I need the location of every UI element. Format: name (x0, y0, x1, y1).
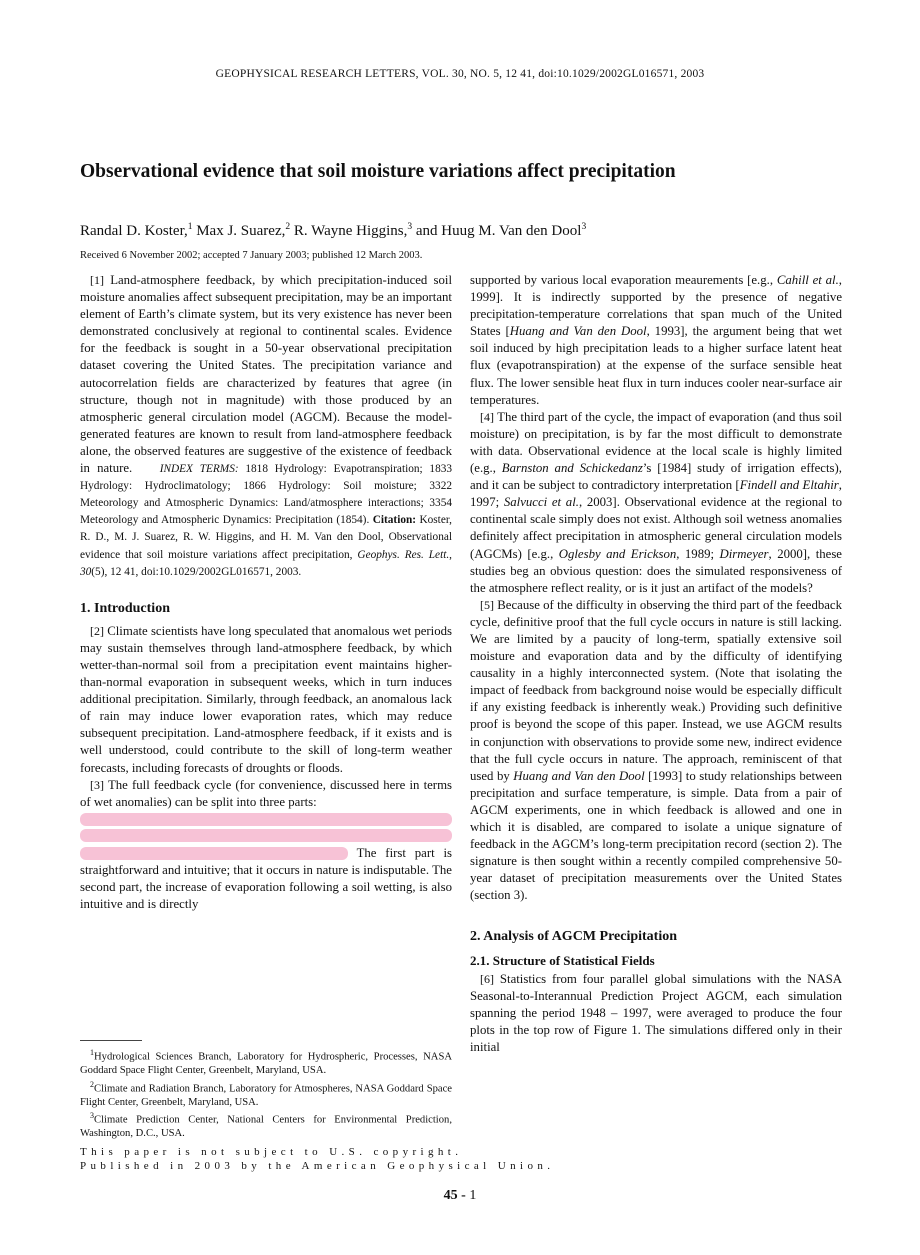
subsection-heading-structure: 2.1. Structure of Statistical Fields (470, 952, 655, 968)
author-affiliation-mark: 1 (187, 222, 193, 232)
paragraph-3 (80, 777, 452, 811)
footnote-text: Climate Prediction Center, National Centers for Environmental Prediction, Washington, D.C., USA. (80, 1114, 452, 1140)
paper-title: Observational evidence that soil moisture variations affect precipitation (80, 161, 676, 182)
paragraph-number: [5] (480, 597, 494, 612)
author-name: R. Wayne Higgins, (290, 223, 408, 239)
footnote-rule (80, 1040, 142, 1041)
paragraph-text: , 1997; (470, 478, 842, 510)
citation-ref: Oglesby and Erickson (558, 546, 677, 561)
citation-ref: Huang and Van den Dool (513, 768, 645, 783)
footnote-mark: 3 (90, 1111, 94, 1121)
abstract-text: Land-atmosphere feedback, by which precipitation-induced soil moisture anomalies affect subsequent precipitation, may be an important element of Earth’s climate system, but its very existence has never been demonstrated conclusively at regional to continental scales. Evidence for the feedback is sought in a 50-year observational precipitation dataset covering the United States. The precipitation variance and autocorrelation fields are characterized by features that agree (in structure, though not in magnitude) with those produced by an atmospheric general circulation model (AGCM). Because the model-generated features are known to result from land-atmosphere feedback alone, the observed features are suggestive of the existence of feedback in nature. (80, 273, 452, 476)
paragraph-4 (470, 409, 842, 597)
index-terms-label: INDEX TERMS: (159, 463, 239, 476)
index-terms: INDEX TERMS: 1818 Hydrology: Evapotranspiration; 1833 Hydrology: Hydroclimatology; 1866 Hydrology: Soil moisture; 3322 Meteorology and Atmospheric Dynamics: Land/atmosphere interactions; 3354 Meteorology and Atmospheric Dynamics: Precipitation (1854). Citation: Koster, R. D., M. J. Suarez, R. W. Higgins, and H. M. Van den Dool, Observational evidence that soil moisture variations affect precipitation, Geophys. Res. Lett., 30(5), 12 41, doi:10.1029/2002GL016571, 2003. (80, 463, 453, 578)
citation-ref: Barnston and Schickedanz (501, 461, 643, 476)
page-number-main: 45 - (443, 1188, 466, 1203)
paragraph-6 (470, 971, 842, 1056)
page-number (0, 1188, 920, 1204)
paragraph-text: The full feedback cycle (for convenience, discussed here in terms of wet anomalies) can be split into three parts: (80, 777, 452, 809)
copyright-line: This paper is not subject to U.S. copyright. (80, 1146, 463, 1158)
footnote-mark: 2 (90, 1079, 94, 1089)
citation-ref: Huang and Van den Dool (509, 324, 647, 339)
section-heading-analysis: 2. Analysis of AGCM Precipitation (470, 929, 678, 945)
footnote (80, 1078, 452, 1110)
citation-label: Citation: (372, 514, 417, 527)
author-name: and Huug M. Van den Dool (412, 223, 582, 239)
paragraph-3-continued (80, 845, 452, 913)
citation-ref: Salvucci et al. (503, 495, 579, 510)
paragraph-2 (80, 623, 452, 777)
footnote-text: Hydrological Sciences Branch, Laboratory for Hydrospheric, Processes, NASA Goddard Space Flight Center, Greenbelt, Maryland, USA. (80, 1051, 452, 1077)
paragraph-text: , 2000], these studies beg an obvious question: does the simulated responsiveness of the atmosphere reflect reality, or is it just an artifact of the models? (470, 546, 842, 595)
footnote (80, 1109, 452, 1141)
copyright-notice (80, 1146, 555, 1173)
right-column (470, 272, 842, 1056)
paragraph-number: [1] (90, 273, 104, 287)
author-affiliation-mark: 3 (581, 222, 587, 232)
footnote-mark: 1 (90, 1048, 94, 1057)
running-head: GEOPHYSICAL RESEARCH LETTERS, VOL. 30, NO. 5, 12 41, doi:10.1029/2002GL016571, 2003 (215, 68, 705, 80)
abstract (80, 272, 452, 580)
author-list (80, 222, 860, 240)
left-column (80, 272, 452, 913)
paragraph-5 (470, 597, 842, 905)
citation-ref: Dirmeyer (719, 546, 769, 561)
citation-text: Koster, R. D., M. J. Suarez, R. W. Higgins, and H. M. Van den Dool, Observational evidence that soil moisture variations affect precipitation, (80, 514, 452, 561)
redaction-mark (80, 813, 452, 826)
citation-ref: Findell and Eltahir (739, 478, 839, 493)
paragraph-text: Because of the difficulty in observing the third part of the feedback cycle, definitive proof that the full cycle occurs in nature is still lacking. We are limited by a paucity of long-term, spatially extensive soil moisture and evaporation data and by the difficulty of identifying causality in a highly interconnected system. (Note that isolating the impact of feedback from background noise would be especially difficult if any existing feedback is inherently weak.) Providing such definitive proof is beyond the scope of this paper. Instead, we use AGCM results in conjunction with observations to provide some new, indirect evidence that the full cycle occurs in nature. The approach, reminiscent of that used by (470, 597, 842, 783)
author-affiliation-mark: 2 (285, 222, 291, 232)
copyright-line: Published in 2003 by the American Geophysical Union. (80, 1159, 555, 1172)
page-number-sub: 1 (465, 1188, 477, 1203)
paragraph-text: Climate scientists have long speculated that anomalous wet periods may sustain themselves through land-atmosphere feedback, by which wetter-than-normal soil from a precipitation event maintains higher-than-normal evaporation in subsequent weeks, which in turn induces additional precipitation. Similarly, through feedback, an anomalous lack of rain may induce lower evaporation rates, which may reduce subsequent precipitation. Land-atmosphere feedback, if it exists and is well understood, could contribute to the skill of long-term weather forecasts, including forecasts of droughts or floods. (80, 623, 452, 775)
redaction-mark (80, 847, 348, 860)
citation-volume: 30 (80, 565, 92, 578)
paragraph-text: ’s [1984] study of irrigation effects), and it can be subject to contradictory interpretation [ (470, 461, 842, 493)
paragraph-number: [3] (90, 777, 104, 792)
citation-journal: Geophys. Res. Lett. (357, 548, 450, 561)
paragraph-text: Statistics from four parallel global simulations with the NASA Seasonal-to-Interannual Prediction Project AGCM, each simulation spanning the period 1948 – 1997, were averaged to produce the four plots in the top row of Figure 1. The simulations differed only in their initial (470, 971, 842, 1055)
index-terms-text: 1818 Hydrology: Evapotranspiration; 1833 Hydrology: Hydroclimatology; 1866 Hydrology: Soil moisture; 3322 Meteorology and Atmospheric Dynamics: Land/atmosphere interactions; 3354 Meteorology and Atmospheric Dynamics: Precipitation (1854). (80, 463, 453, 527)
citation-rest: (5), 12 41, doi:10.1029/2002GL016571, 2003. (91, 565, 302, 578)
paragraph-number: [4] (480, 409, 494, 424)
footnote-text: Climate and Radiation Branch, Laboratory for Atmospheres, NASA Goddard Space Flight Center, Greenbelt, Maryland, USA. (80, 1083, 452, 1108)
footnote (80, 1046, 452, 1078)
redaction-mark (80, 829, 452, 842)
paragraph-text: , 1999]. It is indirectly supported by the presence of negative precipitation-temperature correlations that span much of the United States [ (470, 273, 842, 339)
paragraph-text: , 1989; (676, 546, 720, 561)
author-name: Randal D. Koster, (80, 223, 188, 239)
received-dates: Received 6 November 2002; accepted 7 January 2003; published 12 March 2003. (80, 250, 423, 261)
author-name: Max J. Suarez, (192, 223, 286, 239)
paragraph-number: [6] (480, 971, 494, 986)
paragraph-text: [1993] to study relationships between precipitation and surface temperature, is simple. Data from a pair of AGCM experiments, one in which feedback is allowed and one in which it is disabled, are compared to isolate a unique signature of feedback in the AGCM’s long-term precipitation record (section 2). The signature is then sought within a recently compiled comprehensive 50-year dataset of precipitation measurements over the United States (section 3). (470, 768, 843, 903)
footnotes (80, 1046, 452, 1141)
paragraph-text: , 2003]. Observational evidence at the regional to continental scale simply does not exist. Although soil wetness anomalies definitely affect precipitation in atmospheric general circulation models (AGCMs) [e.g., (470, 495, 842, 561)
paragraph-text: The third part of the cycle, the impact of evaporation (and thus soil moisture) on precipitation, is by far the most difficult to demonstrate with data. Observational evidence at the local scale is highly limited (e.g., (470, 409, 843, 476)
author-affiliation-mark: 3 (407, 222, 413, 232)
paragraph-text: , 1993], the argument being that wet soil induced by high precipitation leads to a higher surface latent heat flux (evapotranspiration) at the expense of the surface sensible heat flux. The lower sensible heat flux in turn induces cooler near-surface air temperatures. (470, 324, 842, 407)
paragraph-text: supported by various local evaporation meaurements [e.g., (470, 273, 777, 287)
paragraph-text: The first part is straightforward and intuitive; that it occurs in nature is indisputable. The second part, the increase of evaporation following a soil wetting, is also intuitive and is directly (80, 845, 452, 912)
citation-ref: Cahill et al. (776, 273, 839, 287)
paragraph-number: [2] (90, 623, 104, 638)
section-heading-introduction: 1. Introduction (80, 600, 170, 616)
paragraph-3-end (470, 272, 842, 409)
